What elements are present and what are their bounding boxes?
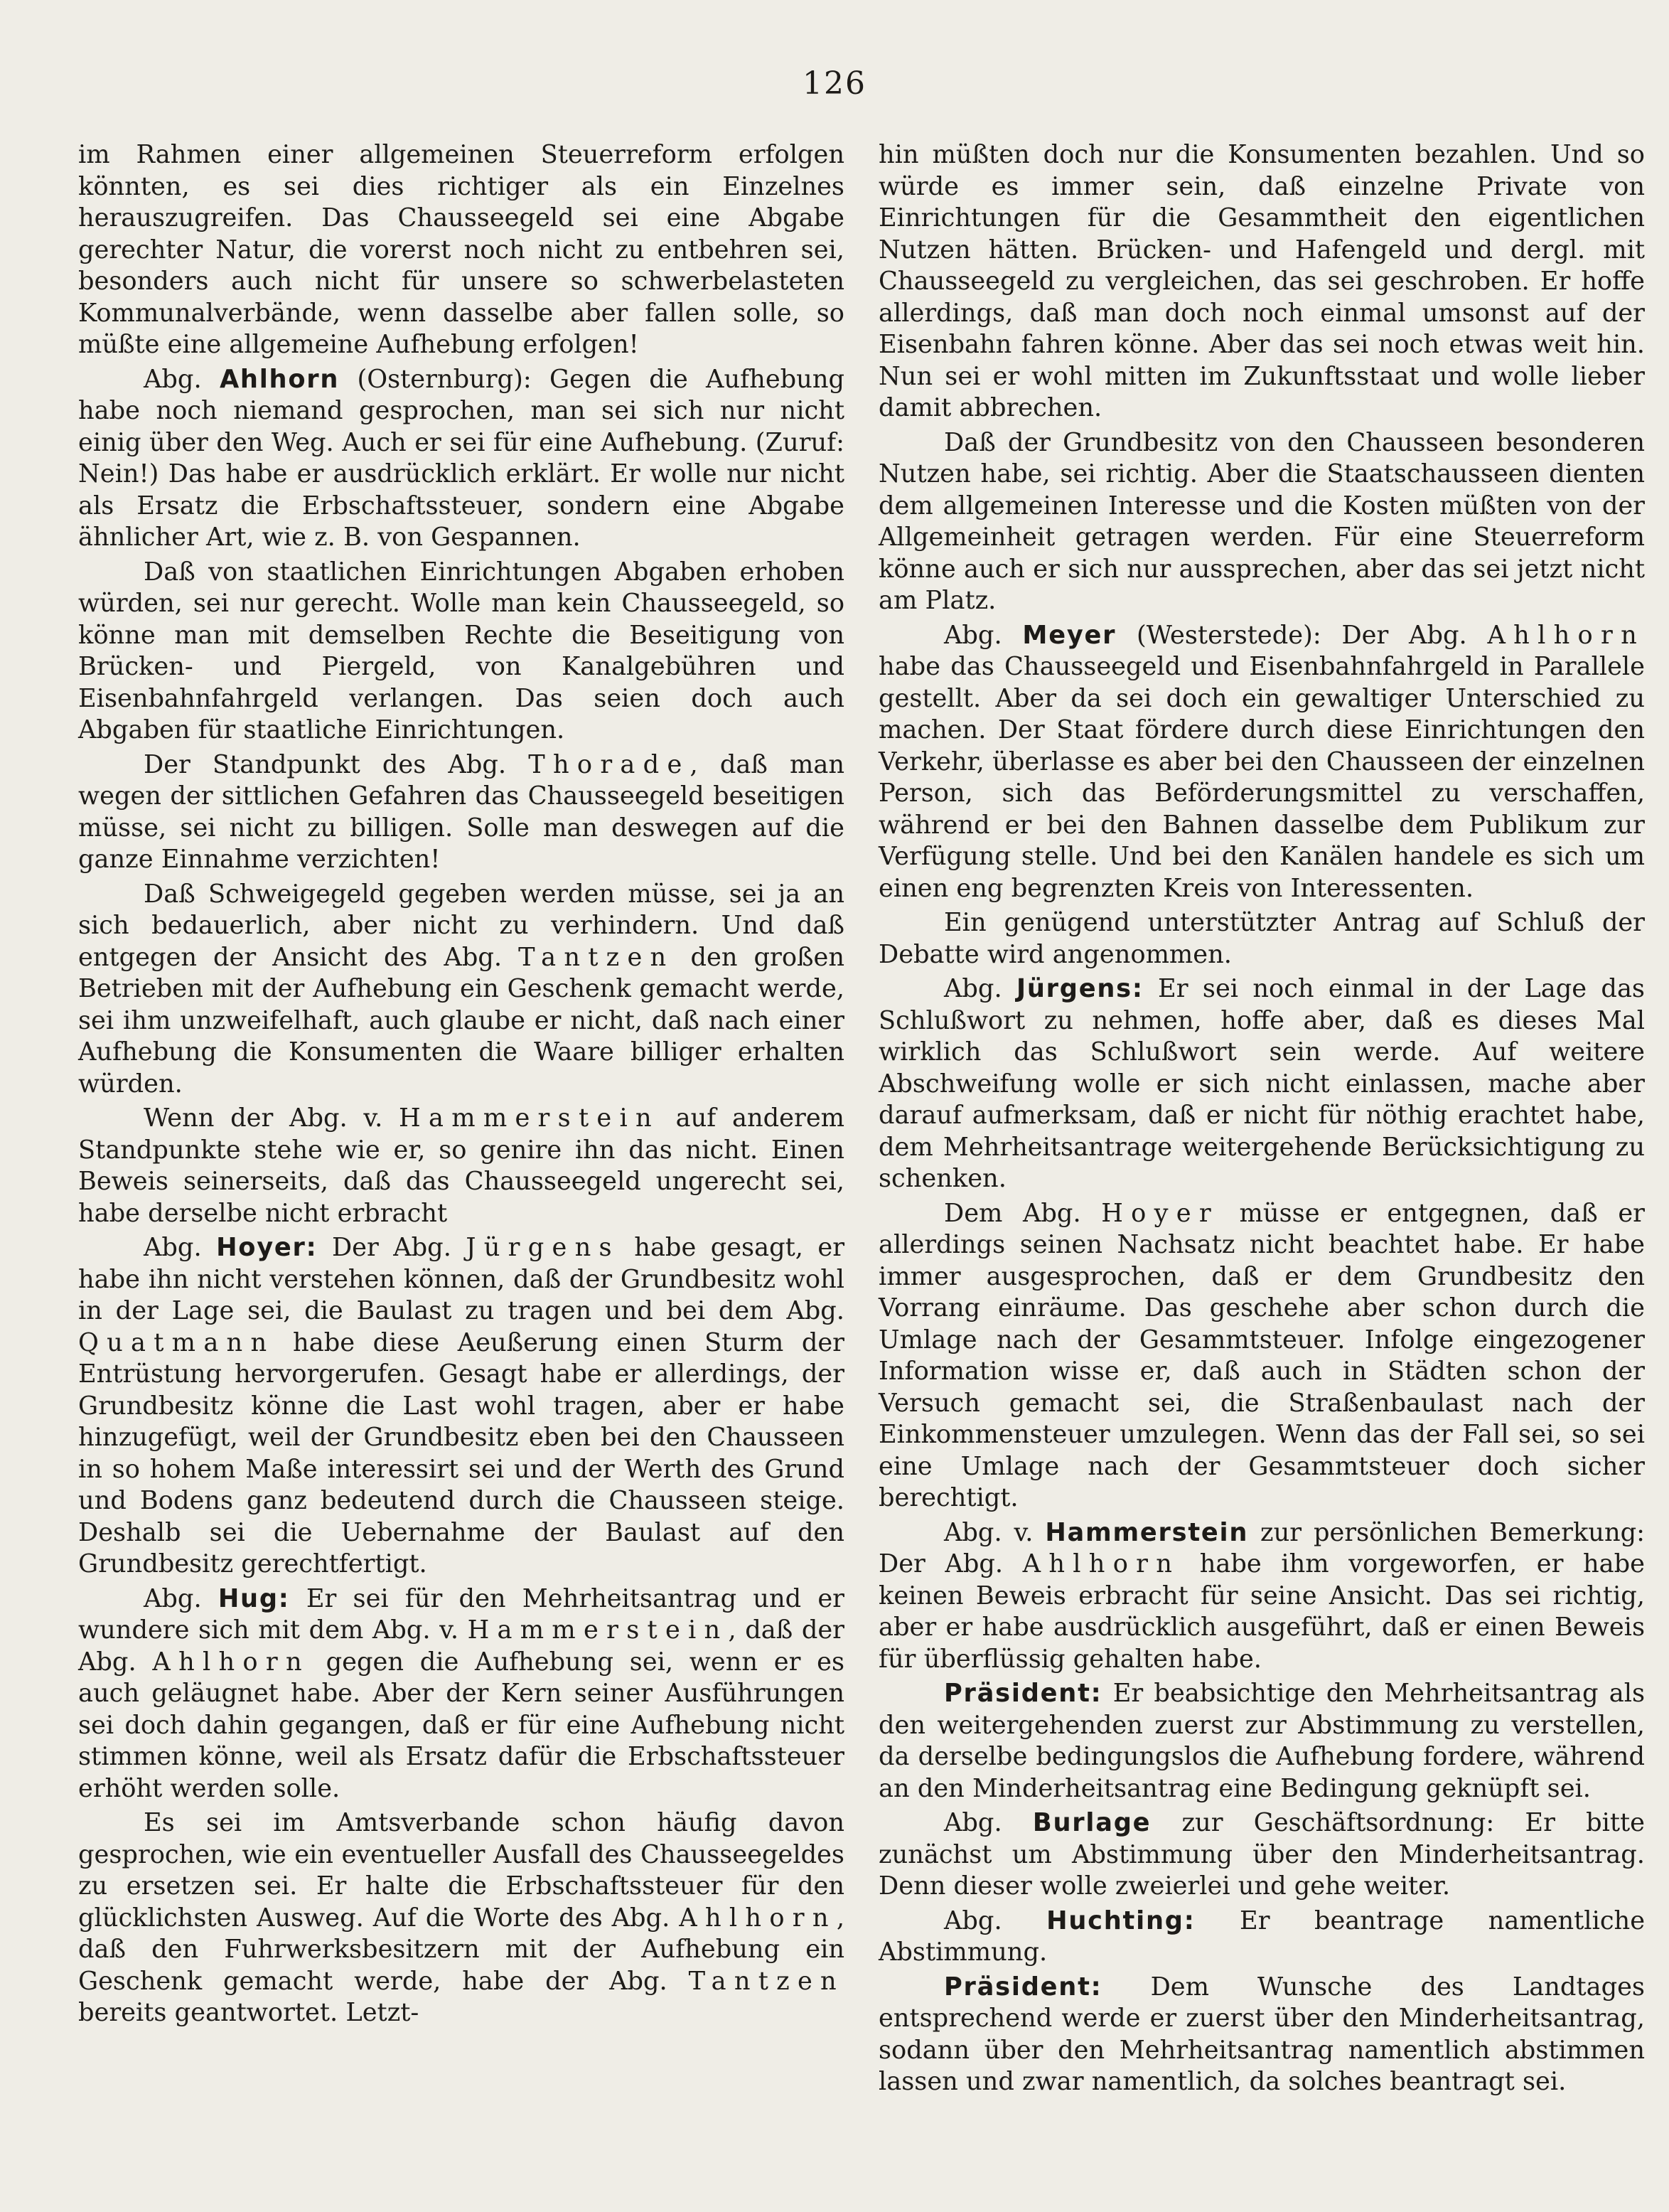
spaced-name: Hoyer: [1101, 1198, 1219, 1228]
paragraph-speech-praesident: Präsident: Dem Wunsche des Landtages entsprechend werde er zuerst über den Minderheitsantrag, sodann über den Mehrheitsantrag namentlich abstimmen lassen und zwar namentlich, da solches beantragt sei.: [879, 1972, 1645, 2096]
spaced-name: Jürgens: [466, 1233, 620, 1262]
speaker-name: Ahlhorn: [219, 364, 340, 394]
right-column: [879, 139, 1645, 2101]
speaker-name: Hug:: [218, 1583, 290, 1613]
speaker-name: Burlage: [1032, 1808, 1152, 1837]
paragraph-speech-hammerstein: Abg. v. Hammerstein zur persönlichen Bemerkung: Der Abg. Ahlhorn habe ihm vorgeworfen, er habe keinen Beweis erbracht für seine Ansicht. Das sei richtig, aber er habe ausdrücklich ausgeführt, daß er einen Beweis für überflüssig gehalten habe.: [879, 1517, 1646, 1674]
paragraph-speech-hoyer: Abg. Hoyer: Der Abg. Jürgens habe gesagt, er habe ihn nicht verstehen können, daß der Grundbesitz wohl in der Lage sei, die Baulast zu tragen und bei dem Abg. Quatmann habe diese Aeußerung einen Sturm der Entrüstung hervorgerufen. Gesagt habe er allerdings, der Grundbesitz könne die Last wohl tragen, aber er habe hinzugefügt, weil der Grundbesitz eben bei den Chausseen in so hohem Maße interessirt sei und der Werth des Grund und Bodens ganz bedeutend durch die Chausseen steige. Deshalb sei die Uebernahme der Baulast auf den Grundbesitz gerechtfertigt.: [78, 1233, 845, 1578]
spaced-name: Hammerstein: [399, 1104, 660, 1133]
spaced-name: Ahlhorn: [1022, 1549, 1181, 1578]
spaced-name: Ahlhorn: [152, 1647, 310, 1677]
paragraph: Wenn der Abg. v. Hammerstein auf anderem Standpunkte stehe wie er, so genire ihn das nicht. Einen Beweis seinerseits, daß das Chausseegeld ungerecht sei, habe derselbe nicht erbracht: [78, 1104, 845, 1228]
paragraph-speech-ahlhorn: Abg. Ahlhorn (Osternburg): Gegen die Aufhebung habe noch niemand gesprochen, man sei sich nur nicht einig über den Weg. Auch er sei für eine Aufhebung. (Zuruf: Nein!) Das habe er ausdrücklich erklärt. Er wolle nur nicht als Ersatz die Erbschaftssteuer, sondern eine Abgabe ähnlicher Art, wie z. B. von Gespannen.: [78, 364, 845, 552]
left-column: [78, 139, 844, 2032]
spaced-name: Hammerstein: [467, 1615, 729, 1645]
paragraph: Dem Abg. Hoyer müsse er entgegnen, daß er allerdings seinen Nachsatz nicht beachtet habe. Er habe immer ausgesprochen, daß er dem Grundbesitz den Vorrang einräume. Das geschehe aber schon durch die Umlage nach der Gesammtsteuer. Infolge eingezogener Information wisse er, daß auch in Städten schon der Versuch gemacht sei, die Straßenbaulast nach der Einkommensteuer umzulegen. Wenn das der Fall sei, so sei eine Umlage nach der Gesammtsteuer doch sicher berechtigt.: [879, 1198, 1646, 1512]
spaced-name: Ahlhorn: [679, 1903, 837, 1933]
paragraph: Daß von staatlichen Einrichtungen Abgaben erhoben würden, sei nur gerecht. Wolle man kein Chausseegeld, so könne man mit demselben Rechte die Beseitigung von Brücken- und Piergeld, von Kanalgebühren und Eisenbahnfahrgeld verlangen. Das seien doch auch Abgaben für staatliche Einrichtungen.: [78, 557, 844, 744]
paragraph-speech-huchting: Abg. Huchting: Er beantrage namentliche Abstimmung.: [879, 1906, 1646, 1967]
speaker-name: Meyer: [1022, 620, 1117, 650]
paragraph-speech-juergens: Abg. Jürgens: Er sei noch einmal in der Lage das Schlußwort zu nehmen, hoffe aber, daß es dieses Mal wirklich das Schlußwort sein werde. Auf weitere Abschweifung wolle er sich nicht einlassen, mache aber darauf aufmerksam, daß er nicht für nöthig erachtet habe, dem Mehrheitsantrage weitergehende Berücksichtigung zu schenken.: [879, 974, 1645, 1193]
paragraph: Es sei im Amtsverbande schon häufig davon gesprochen, wie ein eventueller Ausfall des Chausseegeldes zu ersetzen sei. Er halte die Erbschaftssteuer für den glücklichsten Ausweg. Auf die Worte des Abg. Ahlhorn, daß den Fuhrwerksbesitzern mit der Aufhebung ein Geschenk gemacht werde, habe der Abg. Tantzen bereits geantwortet. Letzt-: [78, 1808, 844, 2027]
spaced-name: Tantzen: [518, 942, 675, 972]
paragraph-speech-hug: Abg. Hug: Er sei für den Mehrheitsantrag und er wundere sich mit dem Abg. v. Hammerstein, daß der Abg. Ahlhorn gegen die Aufhebung sei, wenn er es auch geläugnet habe. Aber der Kern seiner Ausführungen sei doch dahin gegangen, daß er für eine Aufhebung nicht stimmen könne, weil als Ersatz dafür die Erbschaftssteuer erhöht werden solle.: [78, 1583, 845, 1803]
paragraph: Daß Schweigegeld gegeben werden müsse, sei ja an sich bedauerlich, aber nicht zu verhindern. Und daß entgegen der Ansicht des Abg. Tantzen den großen Betrieben mit der Aufhebung ein Geschenk gemacht werde, sei ihm unzweifelhaft, auch glaube er nicht, daß nach einer Aufhebung die Konsumenten die Waare billiger erhalten würden.: [78, 879, 845, 1099]
paragraph: Daß der Grundbesitz von den Chausseen besonderen Nutzen habe, sei richtig. Aber die Staatschausseen dienten dem allgemeinen Interesse und die Kosten müßten von der Allgemeinheit getragen werden. Für eine Steuerreform könne auch er sich nur aussprechen, aber das sei jetzt nicht am Platz.: [879, 427, 1645, 615]
spaced-name: Quatmann: [78, 1327, 275, 1357]
paragraph: Der Standpunkt des Abg. Thorade, daß man wegen der sittlichen Gefahren das Chausseegeld beseitigen müsse, sei nicht zu billigen. Solle man deswegen auf die ganze Einnahme verzichten!: [78, 749, 845, 874]
spaced-name: Thorade: [528, 749, 690, 779]
speaker-name: Hoyer:: [216, 1233, 318, 1262]
paragraph-speech-burlage: Abg. Burlage zur Geschäftsordnung: Er bitte zunächst um Abstimmung über den Minderheitsantrag. Denn dieser wolle zweierlei und gehe weiter.: [879, 1808, 1645, 1901]
paragraph: Ein genügend unterstützter Antrag auf Schluß der Debatte wird angenommen.: [879, 908, 1645, 969]
paragraph: hin müßten doch nur die Konsumenten bezahlen. Und so würde es immer sein, daß einzelne Private von Einrichtungen für die Gesammtheit den eigentlichen Nutzen hätten. Brücken- und Hafengeld und dergl. mit Chausseegeld zu vergleichen, das sei geschroben. Er hoffe allerdings, daß man doch noch einmal umsonst auf der Eisenbahn fahren könne. Aber das sei noch etwas weit hin. Nun sei er wohl mitten im Zukunftsstaat und wolle lieber damit abbrechen.: [879, 140, 1645, 422]
spaced-name: Ahlhorn: [1487, 620, 1645, 650]
paragraph-speech-praesident: Präsident: Er beabsichtige den Mehrheitsantrag als den weitergehenden zuerst zur Abstimmung zu verstellen, da derselbe bedingungslos die Aufhebung fordere, während an den Minderheitsantrag eine Bedingung geknüpft sei.: [879, 1679, 1646, 1803]
speaker-name: Huchting:: [1046, 1906, 1196, 1935]
speaker-name: Hammerstein: [1045, 1517, 1249, 1547]
speaker-name: Jürgens:: [1016, 974, 1144, 1003]
page-number: 126: [803, 65, 866, 102]
speaker-name: Präsident:: [944, 1972, 1102, 2002]
spaced-name: Tantzen: [688, 1966, 844, 1996]
speaker-name: Präsident:: [944, 1679, 1102, 1708]
paragraph-speech-meyer: Abg. Meyer (Westerstede): Der Abg. Ahlhorn habe das Chausseegeld und Eisenbahnfahrgeld in Parallele gestellt. Aber da sei doch ein gewaltiger Unterschied zu machen. Der Staat fördere durch diese Einrichtungen den Verkehr, überlasse es aber bei den Chausseen der einzelnen Person, sich das Beförderungsmittel zu verschaffen, während er bei den Bahnen dasselbe dem Publikum zur Verfügung stelle. Und bei den Kanälen handele es sich um einen eng begrenzten Kreis von Interessenten.: [879, 620, 1645, 903]
paragraph: im Rahmen einer allgemeinen Steuerreform erfolgen könnten, es sei dies richtiger als ein Einzelnes herauszugreifen. Das Chausseegeld sei eine Abgabe gerechter Natur, die vorerst noch nicht zu entbehren sei, besonders auch nicht für unsere so schwerbelasteten Kommunalverbände, wenn dasselbe aber fallen solle, so müßte eine allgemeine Aufhebung erfolgen!: [78, 140, 844, 359]
